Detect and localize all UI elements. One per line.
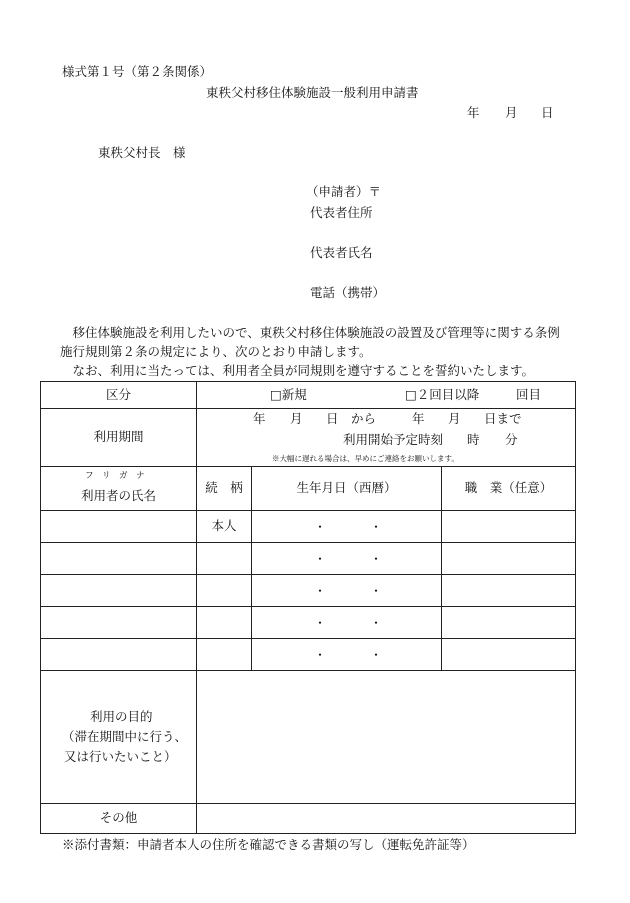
attachment-note: ※添付書類：申請者本人の住所を確認できる書類の写し（運転免許証等）	[62, 837, 475, 852]
birthdate-separator: ・	[314, 520, 327, 534]
period-from-month: 月	[290, 411, 303, 426]
purpose-label: 利用の目的	[90, 709, 153, 724]
late-arrival-note: ※大幅に遅れる場合は、早めにご連絡をお願いします。	[272, 454, 459, 463]
other-label: その他	[99, 810, 138, 826]
birthdate-separator: ・	[314, 584, 327, 598]
period-until-day: 日まで	[484, 411, 522, 426]
birthdate-separator: ・	[314, 616, 327, 630]
birthdate-separator: ・	[370, 520, 383, 534]
birthdate-separator: ・	[370, 584, 383, 598]
form-number: 様式第１号（第２条関係）	[62, 64, 213, 79]
birthdate-separator: ・	[370, 552, 383, 566]
representative-name-label: 代表者氏名	[310, 245, 373, 260]
phone-label: 電話（携帯）	[310, 285, 386, 300]
form-title: 東秩父村移住体験施設一般利用申請書	[206, 85, 419, 100]
purpose-label-sub1: （滞在期間中に行う、	[62, 729, 188, 744]
purpose-label-sub2: 又は行いたいこと）	[64, 749, 177, 764]
birthdate-separator: ・	[314, 648, 327, 662]
statement-line-2: 施行規則第２条の規定により、次のとおり申請します。	[60, 344, 372, 359]
furigana-label: フ リ ガ ナ	[85, 471, 145, 481]
applicant-postal-label: （申請者）〒	[306, 184, 382, 199]
date-year: 年	[467, 105, 480, 120]
relation-self: 本人	[211, 518, 237, 534]
period-until-month: 月	[448, 411, 461, 426]
birthdate-separator: ・	[314, 552, 327, 566]
category-label: 区分	[105, 386, 131, 402]
option-repeat-checkbox[interactable]: □２回目以降	[405, 387, 480, 402]
start-time-label: 利用開始予定時刻	[343, 432, 444, 447]
birthdate-separator: ・	[370, 648, 383, 662]
period-until-year: 年	[412, 411, 425, 426]
addressee: 東秩父村長 様	[98, 145, 186, 160]
period-label: 利用期間	[93, 429, 144, 445]
period-from-year: 年	[253, 411, 266, 426]
start-hour: 時	[467, 432, 480, 447]
birthdate-label: 生年月日（西暦）	[296, 480, 397, 496]
application-statement	[60, 323, 580, 380]
representative-address-label: 代表者住所	[310, 205, 373, 220]
occupation-label: 職 業（任意）	[464, 480, 553, 496]
option-new-checkbox[interactable]: □新規	[270, 387, 307, 402]
date-month: 月	[505, 105, 518, 120]
repeat-count-suffix: 回目	[516, 387, 542, 402]
start-minute: 分	[505, 432, 518, 447]
date-day: 日	[541, 105, 554, 120]
relation-label: 続 柄	[205, 480, 243, 496]
period-from-day: 日 から	[326, 411, 377, 426]
user-name-label: 利用者の氏名	[81, 488, 157, 503]
statement-line-3: なお、利用に当たっては、利用者全員が同規則を遵守することを誓約いたします。	[72, 363, 535, 378]
statement-line-1: 移住体験施設を利用したいので、東秩父村移住体験施設の設置及び管理等に関する条例	[72, 325, 560, 340]
birthdate-separator: ・	[370, 616, 383, 630]
